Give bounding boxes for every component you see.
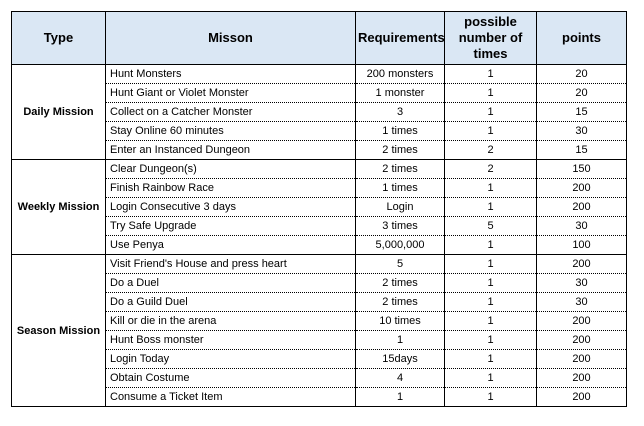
mission-name-cell: Do a Guild Duel [106,293,356,312]
mission-name-cell: Finish Rainbow Race [106,179,356,198]
points-cell: 200 [537,312,627,331]
times-cell: 2 [445,160,537,179]
times-cell: 1 [445,369,537,388]
times-cell: 1 [445,84,537,103]
times-cell: 1 [445,388,537,407]
requirements-cell: 1 [356,388,445,407]
times-cell: 1 [445,274,537,293]
times-cell: 1 [445,103,537,122]
mission-table [11,11,627,407]
points-cell: 100 [537,236,627,255]
mission-type-cell: Weekly Mission [12,160,106,255]
points-cell: 20 [537,65,627,84]
points-cell: 15 [537,141,627,160]
points-cell: 30 [537,217,627,236]
requirements-cell: 2 times [356,293,445,312]
points-cell: 200 [537,198,627,217]
table-header [12,12,627,65]
header-requirements: Requirements [356,12,445,65]
mission-name-cell: Kill or die in the arena [106,312,356,331]
header-mission: Misson [106,12,356,65]
mission-table-container [11,11,627,407]
points-cell: 200 [537,179,627,198]
times-cell: 2 [445,141,537,160]
requirements-cell: 1 times [356,122,445,141]
requirements-cell: 200 monsters [356,65,445,84]
times-cell: 1 [445,293,537,312]
table-body [12,65,627,407]
mission-name-cell: Hunt Giant or Violet Monster [106,84,356,103]
requirements-cell: 3 times [356,217,445,236]
points-cell: 200 [537,369,627,388]
mission-name-cell: Use Penya [106,236,356,255]
requirements-cell: 10 times [356,312,445,331]
points-cell: 15 [537,103,627,122]
header-row [12,12,627,65]
mission-name-cell: Try Safe Upgrade [106,217,356,236]
points-cell: 150 [537,160,627,179]
requirements-cell: 1 times [356,179,445,198]
requirements-cell: 1 [356,331,445,350]
points-cell: 20 [537,84,627,103]
points-cell: 30 [537,122,627,141]
table-row [12,255,627,274]
mission-type-cell: Daily Mission [12,65,106,160]
header-points: points [537,12,627,65]
header-type: Type [12,12,106,65]
mission-name-cell: Visit Friend's House and press heart [106,255,356,274]
mission-name-cell: Login Today [106,350,356,369]
mission-name-cell: Clear Dungeon(s) [106,160,356,179]
mission-name-cell: Collect on a Catcher Monster [106,103,356,122]
requirements-cell: 5 [356,255,445,274]
requirements-cell: 2 times [356,160,445,179]
requirements-cell: 2 times [356,141,445,160]
mission-name-cell: Obtain Costume [106,369,356,388]
requirements-cell: 5,000,000 [356,236,445,255]
mission-name-cell: Stay Online 60 minutes [106,122,356,141]
points-cell: 200 [537,350,627,369]
table-row [12,65,627,84]
points-cell: 30 [537,293,627,312]
table-row [12,160,627,179]
mission-name-cell: Login Consecutive 3 days [106,198,356,217]
times-cell: 1 [445,255,537,274]
times-cell: 1 [445,236,537,255]
requirements-cell: 4 [356,369,445,388]
requirements-cell: 15days [356,350,445,369]
mission-name-cell: Hunt Boss monster [106,331,356,350]
header-times: possible number of times [445,12,537,65]
mission-name-cell: Hunt Monsters [106,65,356,84]
mission-name-cell: Consume a Ticket Item [106,388,356,407]
times-cell: 1 [445,331,537,350]
times-cell: 5 [445,217,537,236]
requirements-cell: 1 monster [356,84,445,103]
requirements-cell: 3 [356,103,445,122]
mission-name-cell: Enter an Instanced Dungeon [106,141,356,160]
points-cell: 30 [537,274,627,293]
times-cell: 1 [445,312,537,331]
times-cell: 1 [445,65,537,84]
requirements-cell: 2 times [356,274,445,293]
times-cell: 1 [445,350,537,369]
points-cell: 200 [537,255,627,274]
points-cell: 200 [537,388,627,407]
points-cell: 200 [537,331,627,350]
times-cell: 1 [445,122,537,141]
mission-type-cell: Season Mission [12,255,106,407]
times-cell: 1 [445,198,537,217]
times-cell: 1 [445,179,537,198]
mission-name-cell: Do a Duel [106,274,356,293]
requirements-cell: Login [356,198,445,217]
